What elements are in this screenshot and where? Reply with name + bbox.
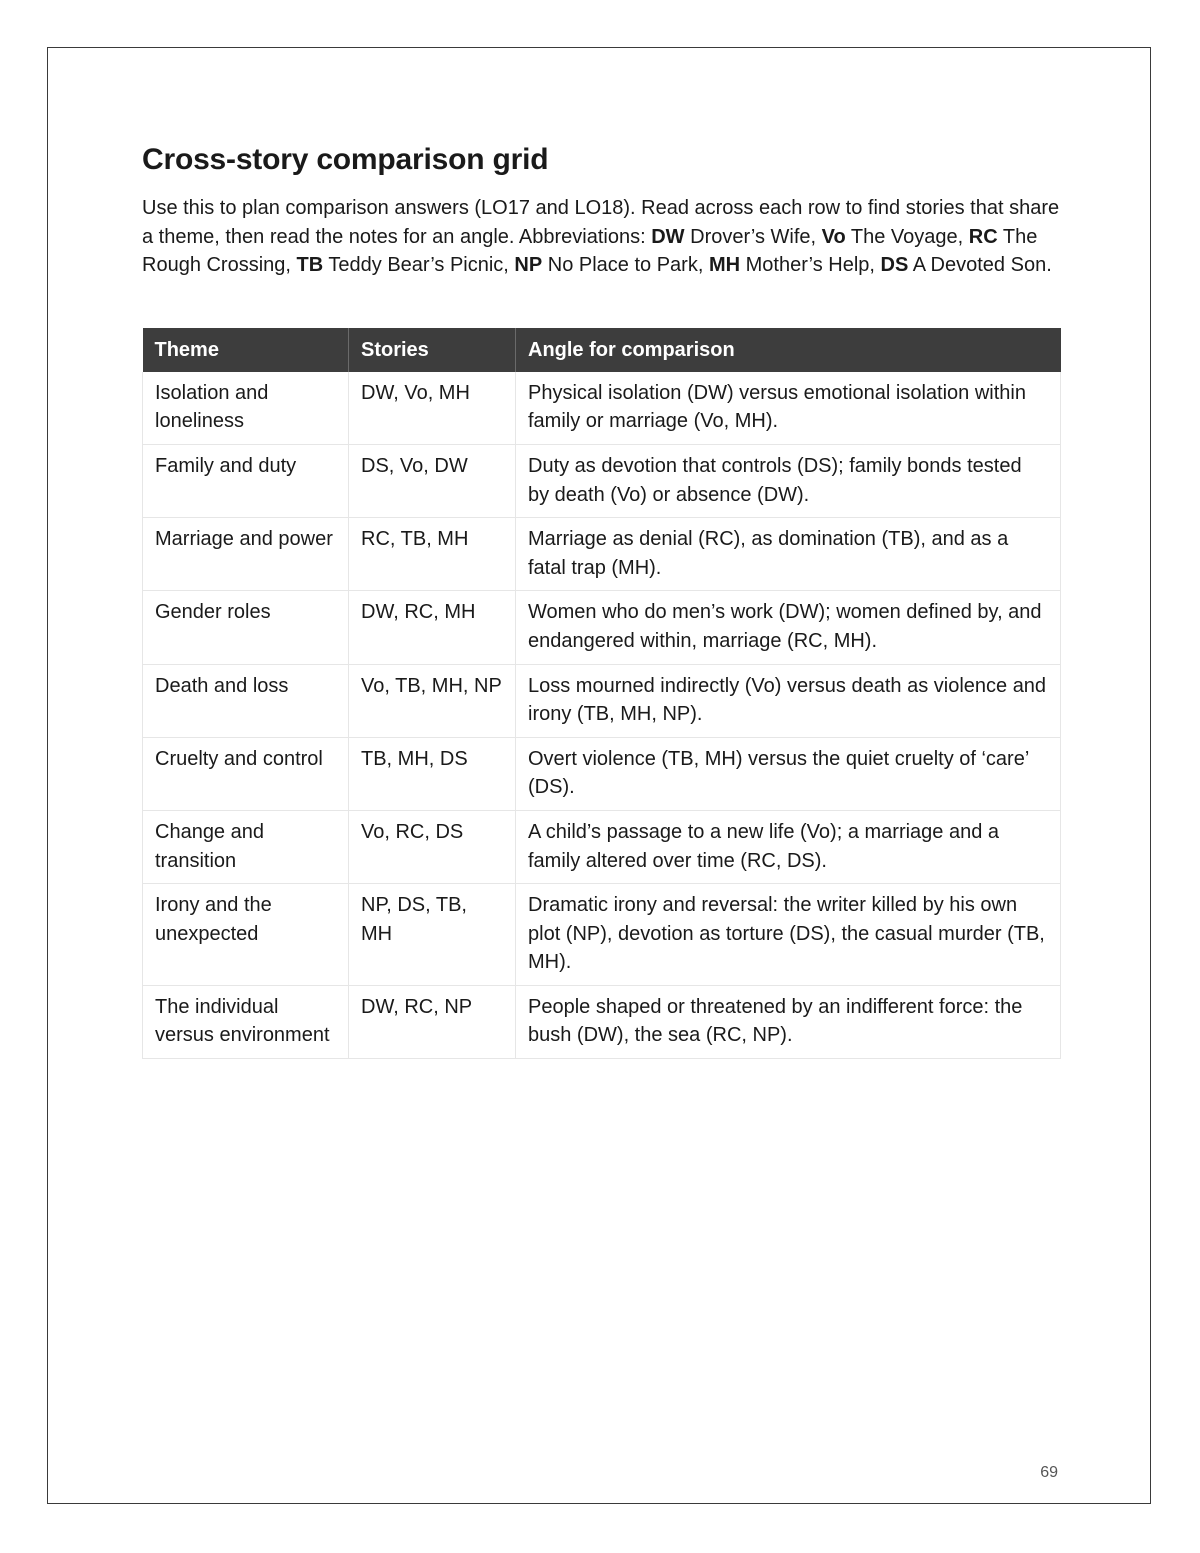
abbrev-code: RC: [968, 225, 998, 248]
page-title: Cross-story comparison grid: [142, 143, 549, 176]
table-header-row: [143, 328, 1061, 372]
angle-cell: Dramatic irony and reversal: the writer killed by his own plot (NP), devotion as torture (DS), the casual murder (TB, MH).: [516, 884, 1061, 986]
stories-cell: Vo, RC, DS: [349, 810, 516, 883]
stories-cell: DW, Vo, MH: [349, 372, 516, 445]
table-row: [143, 591, 1061, 664]
abbrev-name: The Rough Crossing,: [142, 225, 1038, 277]
theme-cell: Family and duty: [143, 444, 349, 517]
angle-cell: Marriage as denial (RC), as domination (TB), and as a fatal trap (MH).: [516, 518, 1061, 591]
angle-cell: People shaped or threatened by an indifferent force: the bush (DW), the sea (RC, NP).: [516, 985, 1061, 1058]
angle-cell: Physical isolation (DW) versus emotional isolation within family or marriage (Vo, MH).: [516, 372, 1061, 445]
table-row: [143, 737, 1061, 810]
header-stories: Stories: [349, 328, 516, 372]
angle-cell: Duty as devotion that controls (DS); family bonds tested by death (Vo) or absence (DW).: [516, 444, 1061, 517]
stories-cell: DS, Vo, DW: [349, 444, 516, 517]
abbrev-code: NP: [514, 254, 543, 277]
theme-cell: The individual versus environment: [143, 985, 349, 1058]
abbrev-code: Vo: [821, 225, 846, 248]
abbrev-name: Mother’s Help,: [740, 254, 881, 277]
stories-cell: TB, MH, DS: [349, 737, 516, 810]
abbrev-name: No Place to Park,: [542, 254, 709, 277]
abbrev-code: TB: [296, 254, 324, 277]
angle-cell: Women who do men’s work (DW); women defined by, and endangered within, marriage (RC, MH).: [516, 591, 1061, 664]
stories-cell: NP, DS, TB, MH: [349, 884, 516, 986]
intro-paragraph: [142, 194, 1060, 280]
stories-cell: DW, RC, MH: [349, 591, 516, 664]
angle-cell: A child’s passage to a new life (Vo); a marriage and a family altered over time (RC, DS).: [516, 810, 1061, 883]
page-number: 69: [1040, 1464, 1058, 1481]
page-content: [142, 140, 1060, 1059]
theme-cell: Irony and the unexpected: [143, 884, 349, 986]
theme-cell: Isolation and loneliness: [143, 372, 349, 445]
abbrev-name: Drover’s Wife,: [684, 225, 822, 248]
angle-cell: Loss mourned indirectly (Vo) versus death as violence and irony (TB, MH, NP).: [516, 664, 1061, 737]
table-row: [143, 518, 1061, 591]
table-row: [143, 444, 1061, 517]
header-theme: Theme: [143, 328, 349, 372]
stories-cell: RC, TB, MH: [349, 518, 516, 591]
theme-cell: Cruelty and control: [143, 737, 349, 810]
theme-cell: Gender roles: [143, 591, 349, 664]
header-angle: Angle for comparison: [516, 328, 1061, 372]
comparison-table: [142, 328, 1061, 1059]
table-row: [143, 664, 1061, 737]
abbrev-name: A Devoted Son.: [908, 254, 1052, 277]
stories-cell: DW, RC, NP: [349, 985, 516, 1058]
table-row: [143, 884, 1061, 986]
abbrev-name: Teddy Bear’s Picnic,: [323, 254, 515, 277]
abbrev-code: DW: [651, 225, 685, 248]
stories-cell: Vo, TB, MH, NP: [349, 664, 516, 737]
table-row: [143, 810, 1061, 883]
angle-cell: Overt violence (TB, MH) versus the quiet cruelty of ‘care’ (DS).: [516, 737, 1061, 810]
table-row: [143, 372, 1061, 445]
theme-cell: Marriage and power: [143, 518, 349, 591]
theme-cell: Change and transition: [143, 810, 349, 883]
table-row: [143, 985, 1061, 1058]
intro-text: Use this to plan comparison answers (LO17 and LO18). Read across each row to find stories that share a theme, then read the notes for an angle. Abbreviations:: [142, 197, 1060, 248]
theme-cell: Death and loss: [143, 664, 349, 737]
abbrev-name: The Voyage,: [845, 225, 969, 248]
abbrev-code: DS: [880, 254, 909, 277]
abbrev-code: MH: [708, 254, 741, 277]
